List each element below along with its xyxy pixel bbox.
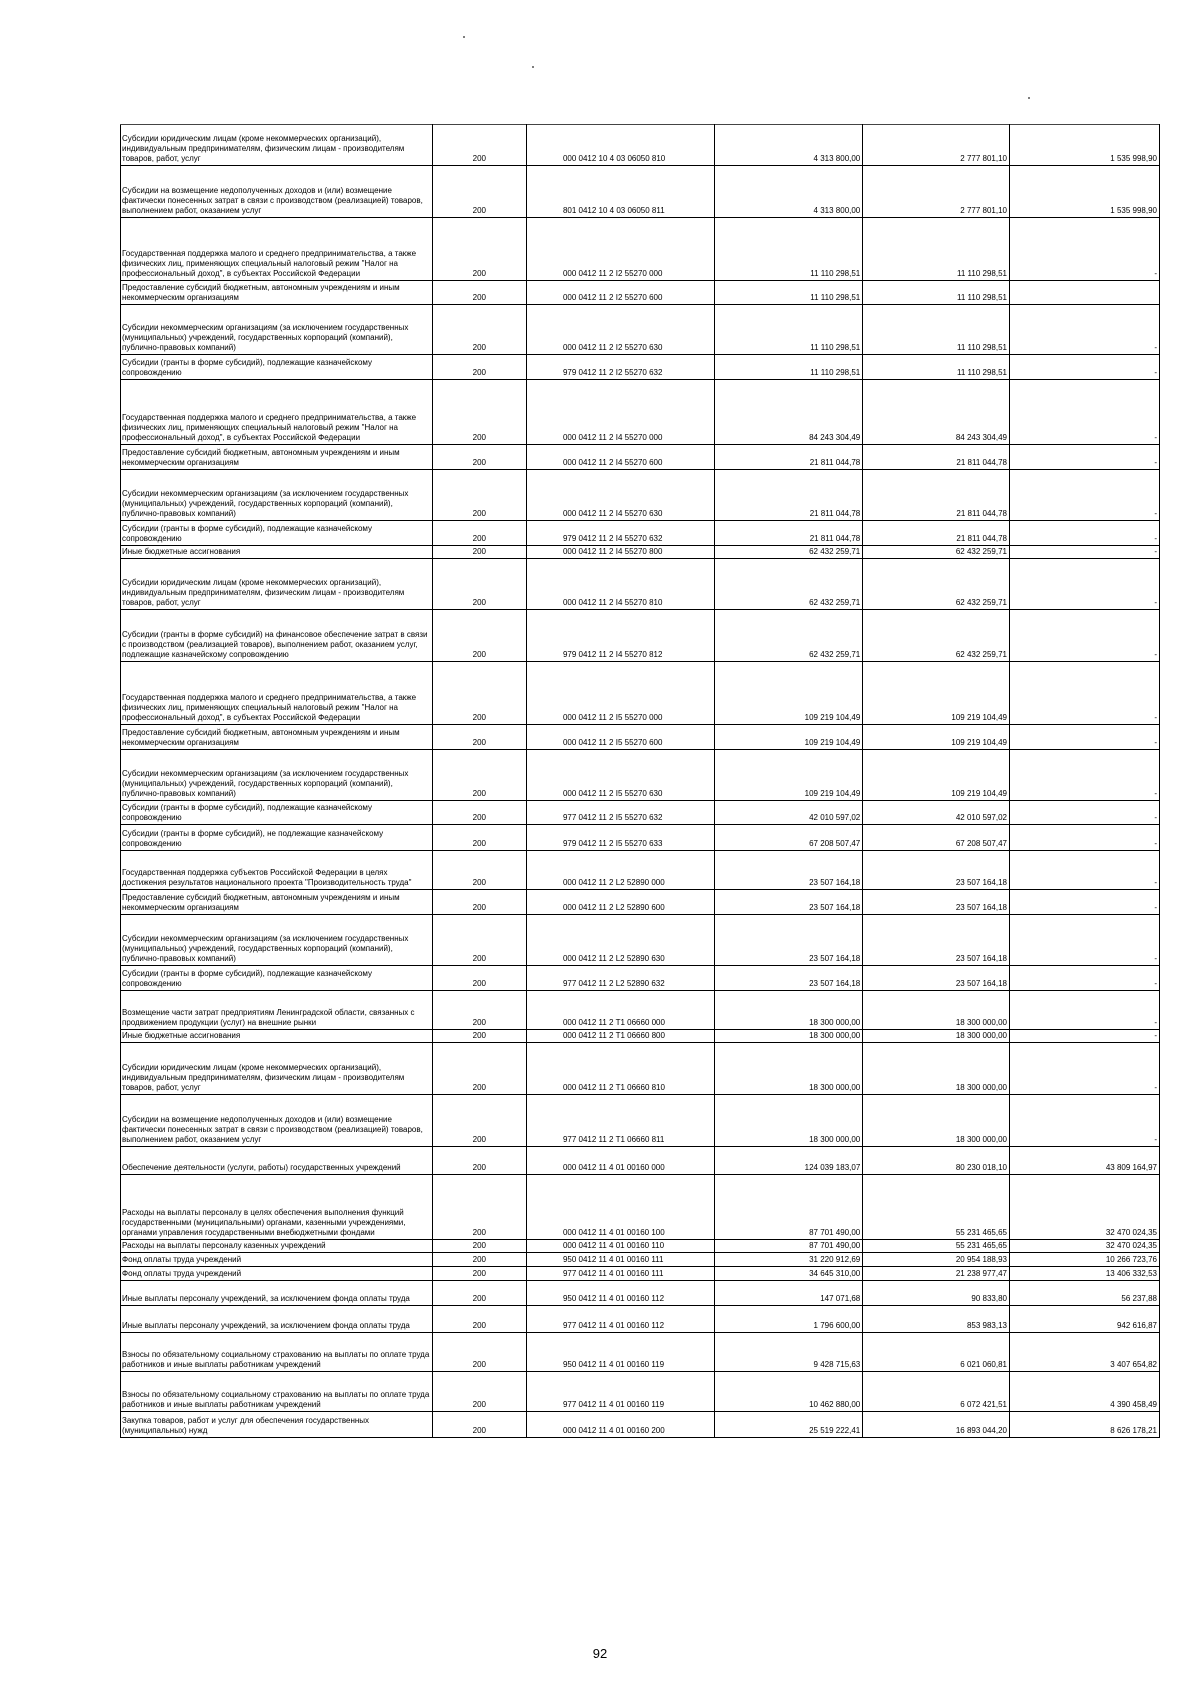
table-row (121, 662, 1160, 725)
row-unexecuted-cell: - (1010, 801, 1160, 825)
table-row (121, 1267, 1160, 1281)
row-kbk-cell: 977 0412 11 2 T1 06660 811 (526, 1095, 715, 1147)
row-unexecuted-cell: - (1010, 1030, 1160, 1043)
row-name-cell: Возмещение части затрат предприятиям Ленинградской области, связанных с продвижением продукции (услуг) на внешние рынки (121, 991, 433, 1030)
table-row (121, 750, 1160, 801)
row-unexecuted-cell: - (1010, 355, 1160, 380)
row-code-cell: 200 (432, 380, 526, 445)
row-kbk-cell: 000 0412 11 2 I4 55270 600 (526, 445, 715, 470)
row-kbk-cell: 000 0412 11 4 01 00160 200 (526, 1412, 715, 1438)
row-kbk-cell: 000 0412 11 2 I2 55270 000 (526, 218, 715, 281)
row-approved-cell: 84 243 304,49 (715, 380, 863, 445)
row-approved-cell: 109 219 104,49 (715, 725, 863, 750)
row-unexecuted-cell: - (1010, 546, 1160, 559)
row-name-cell: Субсидии (гранты в форме субсидий), подлежащие казначейскому сопровождению (121, 521, 433, 546)
row-name-cell: Расходы на выплаты персоналу в целях обеспечения выполнения функций государственными (муниципальными) органами, казенными учреждениями, органами управления государственными внебюджетными фондами (121, 1175, 433, 1240)
row-unexecuted-cell: - (1010, 662, 1160, 725)
table-body (121, 125, 1160, 1438)
row-executed-cell: 21 811 044,78 (863, 445, 1010, 470)
row-unexecuted-cell: 3 407 654,82 (1010, 1333, 1160, 1372)
row-unexecuted-cell: - (1010, 305, 1160, 355)
row-name-cell: Иные бюджетные ассигнования (121, 1030, 433, 1043)
row-unexecuted-cell: - (1010, 445, 1160, 470)
table-row (121, 125, 1160, 166)
table-row (121, 1175, 1160, 1240)
row-approved-cell: 62 432 259,71 (715, 559, 863, 610)
row-approved-cell: 18 300 000,00 (715, 991, 863, 1030)
row-executed-cell: 2 777 801,10 (863, 166, 1010, 218)
row-executed-cell: 11 110 298,51 (863, 355, 1010, 380)
table-row (121, 966, 1160, 991)
scan-artifact (1028, 97, 1030, 99)
row-unexecuted-cell: 1 535 998,90 (1010, 166, 1160, 218)
row-kbk-cell: 000 0412 11 4 01 00160 110 (526, 1240, 715, 1253)
row-executed-cell: 18 300 000,00 (863, 1095, 1010, 1147)
row-executed-cell: 84 243 304,49 (863, 380, 1010, 445)
row-code-cell: 200 (432, 559, 526, 610)
row-kbk-cell: 979 0412 11 2 I5 55270 633 (526, 825, 715, 851)
row-code-cell: 200 (432, 991, 526, 1030)
row-name-cell: Субсидии на возмещение недополученных доходов и (или) возмещение фактически понесенных затрат в связи с производством (реализацией) товаров, выполнением работ, оказанием услуг (121, 166, 433, 218)
row-approved-cell: 67 208 507,47 (715, 825, 863, 851)
row-approved-cell: 18 300 000,00 (715, 1030, 863, 1043)
row-name-cell: Иные выплаты персоналу учреждений, за исключением фонда оплаты труда (121, 1281, 433, 1306)
row-approved-cell: 4 313 800,00 (715, 125, 863, 166)
row-executed-cell: 62 432 259,71 (863, 610, 1010, 662)
row-kbk-cell: 000 0412 11 2 T1 06660 810 (526, 1043, 715, 1095)
row-executed-cell: 21 811 044,78 (863, 470, 1010, 521)
row-executed-cell: 23 507 164,18 (863, 915, 1010, 966)
row-code-cell: 200 (432, 1147, 526, 1175)
row-unexecuted-cell: - (1010, 559, 1160, 610)
table-row (121, 991, 1160, 1030)
row-code-cell: 200 (432, 355, 526, 380)
row-executed-cell: 21 811 044,78 (863, 521, 1010, 546)
row-executed-cell: 11 110 298,51 (863, 218, 1010, 281)
table-row (121, 380, 1160, 445)
row-executed-cell: 18 300 000,00 (863, 1043, 1010, 1095)
page-number: 92 (592, 1646, 608, 1661)
row-kbk-cell: 000 0412 11 2 I4 55270 630 (526, 470, 715, 521)
row-code-cell: 200 (432, 470, 526, 521)
table-row (121, 1412, 1160, 1438)
row-name-cell: Субсидии юридическим лицам (кроме некоммерческих организаций), индивидуальным предпринимателям, физическим лицам - производителям товаров, работ, услуг (121, 559, 433, 610)
row-code-cell: 200 (432, 610, 526, 662)
row-name-cell: Субсидии (гранты в форме субсидий), подлежащие казначейскому сопровождению (121, 966, 433, 991)
row-approved-cell: 21 811 044,78 (715, 445, 863, 470)
row-kbk-cell: 000 0412 11 2 I2 55270 630 (526, 305, 715, 355)
table-row (121, 1240, 1160, 1253)
row-code-cell: 200 (432, 521, 526, 546)
row-kbk-cell: 950 0412 11 4 01 00160 111 (526, 1253, 715, 1267)
row-approved-cell: 42 010 597,02 (715, 801, 863, 825)
row-name-cell: Иные выплаты персоналу учреждений, за исключением фонда оплаты труда (121, 1306, 433, 1333)
row-name-cell: Расходы на выплаты персоналу казенных учреждений (121, 1240, 433, 1253)
table-row (121, 1333, 1160, 1372)
row-executed-cell: 109 219 104,49 (863, 725, 1010, 750)
row-name-cell: Субсидии некоммерческим организациям (за исключением государственных (муниципальных) учреждений, государственных корпораций (компаний), публично-правовых компаний) (121, 305, 433, 355)
row-kbk-cell: 950 0412 11 4 01 00160 112 (526, 1281, 715, 1306)
table-row (121, 521, 1160, 546)
table-row (121, 546, 1160, 559)
row-approved-cell: 18 300 000,00 (715, 1043, 863, 1095)
row-code-cell: 200 (432, 1175, 526, 1240)
row-name-cell: Субсидии (гранты в форме субсидий), подлежащие казначейскому сопровождению (121, 801, 433, 825)
row-executed-cell: 67 208 507,47 (863, 825, 1010, 851)
row-name-cell: Субсидии на возмещение недополученных доходов и (или) возмещение фактически понесенных затрат в связи с производством (реализацией) товаров, выполнением работ, оказанием услуг (121, 1095, 433, 1147)
row-unexecuted-cell: - (1010, 725, 1160, 750)
row-executed-cell: 23 507 164,18 (863, 966, 1010, 991)
row-name-cell: Субсидии (гранты в форме субсидий), подлежащие казначейскому сопровождению (121, 355, 433, 380)
row-name-cell: Субсидии некоммерческим организациям (за исключением государственных (муниципальных) учреждений, государственных корпораций (компаний), публично-правовых компаний) (121, 470, 433, 521)
row-kbk-cell: 977 0412 11 4 01 00160 119 (526, 1372, 715, 1412)
row-approved-cell: 23 507 164,18 (715, 915, 863, 966)
row-executed-cell: 6 072 421,51 (863, 1372, 1010, 1412)
table-row (121, 470, 1160, 521)
row-unexecuted-cell: - (1010, 750, 1160, 801)
row-name-cell: Предоставление субсидий бюджетным, автономным учреждениям и иным некоммерческим организациям (121, 281, 433, 305)
row-approved-cell: 11 110 298,51 (715, 218, 863, 281)
row-code-cell: 200 (432, 750, 526, 801)
table-row (121, 1147, 1160, 1175)
row-executed-cell: 2 777 801,10 (863, 125, 1010, 166)
row-unexecuted-cell: 8 626 178,21 (1010, 1412, 1160, 1438)
row-name-cell: Фонд оплаты труда учреждений (121, 1267, 433, 1281)
row-code-cell: 200 (432, 825, 526, 851)
row-code-cell: 200 (432, 1281, 526, 1306)
row-executed-cell: 42 010 597,02 (863, 801, 1010, 825)
table-row (121, 1030, 1160, 1043)
table-row (121, 305, 1160, 355)
row-kbk-cell: 000 0412 11 2 T1 06660 800 (526, 1030, 715, 1043)
row-kbk-cell: 000 0412 11 2 L2 52890 630 (526, 915, 715, 966)
table-row (121, 445, 1160, 470)
row-unexecuted-cell: - (1010, 915, 1160, 966)
row-executed-cell: 23 507 164,18 (863, 890, 1010, 915)
row-approved-cell: 62 432 259,71 (715, 546, 863, 559)
row-unexecuted-cell: 13 406 332,53 (1010, 1267, 1160, 1281)
table-row (121, 355, 1160, 380)
row-approved-cell: 109 219 104,49 (715, 750, 863, 801)
row-approved-cell: 124 039 183,07 (715, 1147, 863, 1175)
row-kbk-cell: 950 0412 11 4 01 00160 119 (526, 1333, 715, 1372)
row-code-cell: 200 (432, 281, 526, 305)
row-kbk-cell: 000 0412 11 2 I4 55270 800 (526, 546, 715, 559)
row-code-cell: 200 (432, 166, 526, 218)
table-row (121, 851, 1160, 890)
row-approved-cell: 25 519 222,41 (715, 1412, 863, 1438)
row-executed-cell: 109 219 104,49 (863, 662, 1010, 725)
row-unexecuted-cell: 43 809 164,97 (1010, 1147, 1160, 1175)
row-kbk-cell: 000 0412 11 2 I2 55270 600 (526, 281, 715, 305)
row-unexecuted-cell: - (1010, 380, 1160, 445)
row-name-cell: Государственная поддержка малого и среднего предпринимательства, а также физических лиц, применяющих специальный налоговый режим "Налог на профессиональный доход", в субъектах Российской Федерации (121, 662, 433, 725)
row-unexecuted-cell: 32 470 024,35 (1010, 1175, 1160, 1240)
table-row (121, 1253, 1160, 1267)
table-row (121, 825, 1160, 851)
row-code-cell: 200 (432, 1333, 526, 1372)
row-kbk-cell: 000 0412 11 2 L2 52890 600 (526, 890, 715, 915)
row-approved-cell: 87 701 490,00 (715, 1240, 863, 1253)
row-kbk-cell: 000 0412 11 2 T1 06660 000 (526, 991, 715, 1030)
row-approved-cell: 23 507 164,18 (715, 851, 863, 890)
table-row (121, 559, 1160, 610)
row-kbk-cell: 801 0412 10 4 03 06050 811 (526, 166, 715, 218)
row-code-cell: 200 (432, 125, 526, 166)
row-unexecuted-cell: - (1010, 521, 1160, 546)
row-kbk-cell: 000 0412 11 2 L2 52890 000 (526, 851, 715, 890)
row-code-cell: 200 (432, 1372, 526, 1412)
row-approved-cell: 23 507 164,18 (715, 966, 863, 991)
row-code-cell: 200 (432, 445, 526, 470)
table-row (121, 801, 1160, 825)
row-unexecuted-cell: - (1010, 991, 1160, 1030)
row-name-cell: Предоставление субсидий бюджетным, автономным учреждениям и иным некоммерческим организациям (121, 890, 433, 915)
row-unexecuted-cell: - (1010, 851, 1160, 890)
row-kbk-cell: 000 0412 11 2 I5 55270 600 (526, 725, 715, 750)
row-code-cell: 200 (432, 1240, 526, 1253)
row-unexecuted-cell: - (1010, 610, 1160, 662)
row-executed-cell: 16 893 044,20 (863, 1412, 1010, 1438)
row-unexecuted-cell: - (1010, 825, 1160, 851)
row-approved-cell: 21 811 044,78 (715, 521, 863, 546)
row-executed-cell: 11 110 298,51 (863, 305, 1010, 355)
row-name-cell: Субсидии юридическим лицам (кроме некоммерческих организаций), индивидуальным предпринимателям, физическим лицам - производителям товаров, работ, услуг (121, 1043, 433, 1095)
row-name-cell: Субсидии юридическим лицам (кроме некоммерческих организаций), индивидуальным предпринимателям, физическим лицам - производителям товаров, работ, услуг (121, 125, 433, 166)
table-row (121, 890, 1160, 915)
row-unexecuted-cell: 1 535 998,90 (1010, 125, 1160, 166)
scan-artifact (463, 36, 465, 38)
row-name-cell: Государственная поддержка малого и среднего предпринимательства, а также физических лиц, применяющих специальный налоговый режим "Налог на профессиональный доход", в субъектах Российской Федерации (121, 380, 433, 445)
row-code-cell: 200 (432, 1095, 526, 1147)
row-approved-cell: 87 701 490,00 (715, 1175, 863, 1240)
row-code-cell: 200 (432, 966, 526, 991)
row-approved-cell: 9 428 715,63 (715, 1333, 863, 1372)
row-code-cell: 200 (432, 1253, 526, 1267)
row-unexecuted-cell: 942 616,87 (1010, 1306, 1160, 1333)
row-name-cell: Иные бюджетные ассигнования (121, 546, 433, 559)
table-row (121, 1043, 1160, 1095)
table-row (121, 218, 1160, 281)
row-approved-cell: 11 110 298,51 (715, 305, 863, 355)
row-code-cell: 200 (432, 1306, 526, 1333)
row-approved-cell: 18 300 000,00 (715, 1095, 863, 1147)
row-unexecuted-cell: - (1010, 1043, 1160, 1095)
row-kbk-cell: 979 0412 11 2 I4 55270 812 (526, 610, 715, 662)
row-executed-cell: 21 238 977,47 (863, 1267, 1010, 1281)
row-unexecuted-cell: - (1010, 966, 1160, 991)
table-row (121, 1306, 1160, 1333)
row-kbk-cell: 977 0412 11 4 01 00160 112 (526, 1306, 715, 1333)
row-name-cell: Взносы по обязательному социальному страхованию на выплаты по оплате труда работников и иные выплаты работникам учреждений (121, 1333, 433, 1372)
row-name-cell: Государственная поддержка малого и среднего предпринимательства, а также физических лиц, применяющих специальный налоговый режим "Налог на профессиональный доход", в субъектах Российской Федерации (121, 218, 433, 281)
row-approved-cell: 23 507 164,18 (715, 890, 863, 915)
row-name-cell: Государственная поддержка субъектов Российской Федерации в целях достижения результатов национального проекта "Производительность труда" (121, 851, 433, 890)
row-executed-cell: 18 300 000,00 (863, 991, 1010, 1030)
row-approved-cell: 10 462 880,00 (715, 1372, 863, 1412)
scan-artifact (532, 66, 534, 68)
table-row (121, 1095, 1160, 1147)
row-approved-cell: 109 219 104,49 (715, 662, 863, 725)
row-approved-cell: 4 313 800,00 (715, 166, 863, 218)
row-name-cell: Предоставление субсидий бюджетным, автономным учреждениям и иным некоммерческим организациям (121, 725, 433, 750)
row-approved-cell: 11 110 298,51 (715, 355, 863, 380)
row-unexecuted-cell: 10 266 723,76 (1010, 1253, 1160, 1267)
row-code-cell: 200 (432, 801, 526, 825)
row-kbk-cell: 979 0412 11 2 I4 55270 632 (526, 521, 715, 546)
row-name-cell: Субсидии некоммерческим организациям (за исключением государственных (муниципальных) учреждений, государственных корпораций (компаний), публично-правовых компаний) (121, 750, 433, 801)
row-kbk-cell: 979 0412 11 2 I2 55270 632 (526, 355, 715, 380)
row-executed-cell: 109 219 104,49 (863, 750, 1010, 801)
row-kbk-cell: 000 0412 11 2 I4 55270 000 (526, 380, 715, 445)
row-name-cell: Предоставление субсидий бюджетным, автономным учреждениям и иным некоммерческим организациям (121, 445, 433, 470)
table-row (121, 610, 1160, 662)
row-kbk-cell: 977 0412 11 2 I5 55270 632 (526, 801, 715, 825)
table-row (121, 281, 1160, 305)
row-approved-cell: 147 071,68 (715, 1281, 863, 1306)
row-code-cell: 200 (432, 1030, 526, 1043)
row-executed-cell: 18 300 000,00 (863, 1030, 1010, 1043)
row-code-cell: 200 (432, 546, 526, 559)
row-name-cell: Субсидии некоммерческим организациям (за исключением государственных (муниципальных) учреждений, государственных корпораций (компаний), публично-правовых компаний) (121, 915, 433, 966)
row-unexecuted-cell: 56 237,88 (1010, 1281, 1160, 1306)
row-name-cell: Закупка товаров, работ и услуг для обеспечения государственных (муниципальных) нужд (121, 1412, 433, 1438)
row-code-cell: 200 (432, 218, 526, 281)
row-unexecuted-cell: - (1010, 890, 1160, 915)
row-kbk-cell: 000 0412 11 2 I4 55270 810 (526, 559, 715, 610)
row-kbk-cell: 000 0412 11 2 I5 55270 000 (526, 662, 715, 725)
table-row (121, 1372, 1160, 1412)
row-code-cell: 200 (432, 1412, 526, 1438)
row-name-cell: Субсидии (гранты в форме субсидий) на финансовое обеспечение затрат в связи с производством (реализацией товаров), выполнением работ, оказанием услуг, подлежащие казначейскому сопровождению (121, 610, 433, 662)
row-executed-cell: 62 432 259,71 (863, 559, 1010, 610)
row-executed-cell: 80 230 018,10 (863, 1147, 1010, 1175)
row-unexecuted-cell (1010, 281, 1160, 305)
row-executed-cell: 55 231 465,65 (863, 1175, 1010, 1240)
row-name-cell: Субсидии (гранты в форме субсидий), не подлежащие казначейскому сопровождению (121, 825, 433, 851)
table-row (121, 166, 1160, 218)
row-executed-cell: 20 954 188,93 (863, 1253, 1010, 1267)
row-code-cell: 200 (432, 915, 526, 966)
row-unexecuted-cell: - (1010, 470, 1160, 521)
row-unexecuted-cell: - (1010, 218, 1160, 281)
row-executed-cell: 62 432 259,71 (863, 546, 1010, 559)
row-approved-cell: 62 432 259,71 (715, 610, 863, 662)
row-executed-cell: 11 110 298,51 (863, 281, 1010, 305)
table-row (121, 915, 1160, 966)
row-code-cell: 200 (432, 1267, 526, 1281)
row-executed-cell: 90 833,80 (863, 1281, 1010, 1306)
row-unexecuted-cell: - (1010, 1095, 1160, 1147)
row-unexecuted-cell: 4 390 458,49 (1010, 1372, 1160, 1412)
row-approved-cell: 11 110 298,51 (715, 281, 863, 305)
row-name-cell: Взносы по обязательному социальному страхованию на выплаты по оплате труда работников и иные выплаты работникам учреждений (121, 1372, 433, 1412)
table-row (121, 725, 1160, 750)
row-code-cell: 200 (432, 851, 526, 890)
budget-execution-table (120, 124, 1160, 1438)
row-kbk-cell: 000 0412 11 2 I5 55270 630 (526, 750, 715, 801)
row-approved-cell: 34 645 310,00 (715, 1267, 863, 1281)
row-name-cell: Обеспечение деятельности (услуги, работы) государственных учреждений (121, 1147, 433, 1175)
row-executed-cell: 55 231 465,65 (863, 1240, 1010, 1253)
row-executed-cell: 6 021 060,81 (863, 1333, 1010, 1372)
row-code-cell: 200 (432, 725, 526, 750)
row-kbk-cell: 000 0412 11 4 01 00160 000 (526, 1147, 715, 1175)
row-code-cell: 200 (432, 662, 526, 725)
row-name-cell: Фонд оплаты труда учреждений (121, 1253, 433, 1267)
row-kbk-cell: 000 0412 11 4 01 00160 100 (526, 1175, 715, 1240)
row-unexecuted-cell: 32 470 024,35 (1010, 1240, 1160, 1253)
row-approved-cell: 31 220 912,69 (715, 1253, 863, 1267)
row-executed-cell: 23 507 164,18 (863, 851, 1010, 890)
row-code-cell: 200 (432, 305, 526, 355)
row-executed-cell: 853 983,13 (863, 1306, 1010, 1333)
row-kbk-cell: 977 0412 11 4 01 00160 111 (526, 1267, 715, 1281)
row-kbk-cell: 000 0412 10 4 03 06050 810 (526, 125, 715, 166)
table-row (121, 1281, 1160, 1306)
row-approved-cell: 1 796 600,00 (715, 1306, 863, 1333)
row-code-cell: 200 (432, 890, 526, 915)
row-approved-cell: 21 811 044,78 (715, 470, 863, 521)
row-kbk-cell: 977 0412 11 2 L2 52890 632 (526, 966, 715, 991)
row-code-cell: 200 (432, 1043, 526, 1095)
